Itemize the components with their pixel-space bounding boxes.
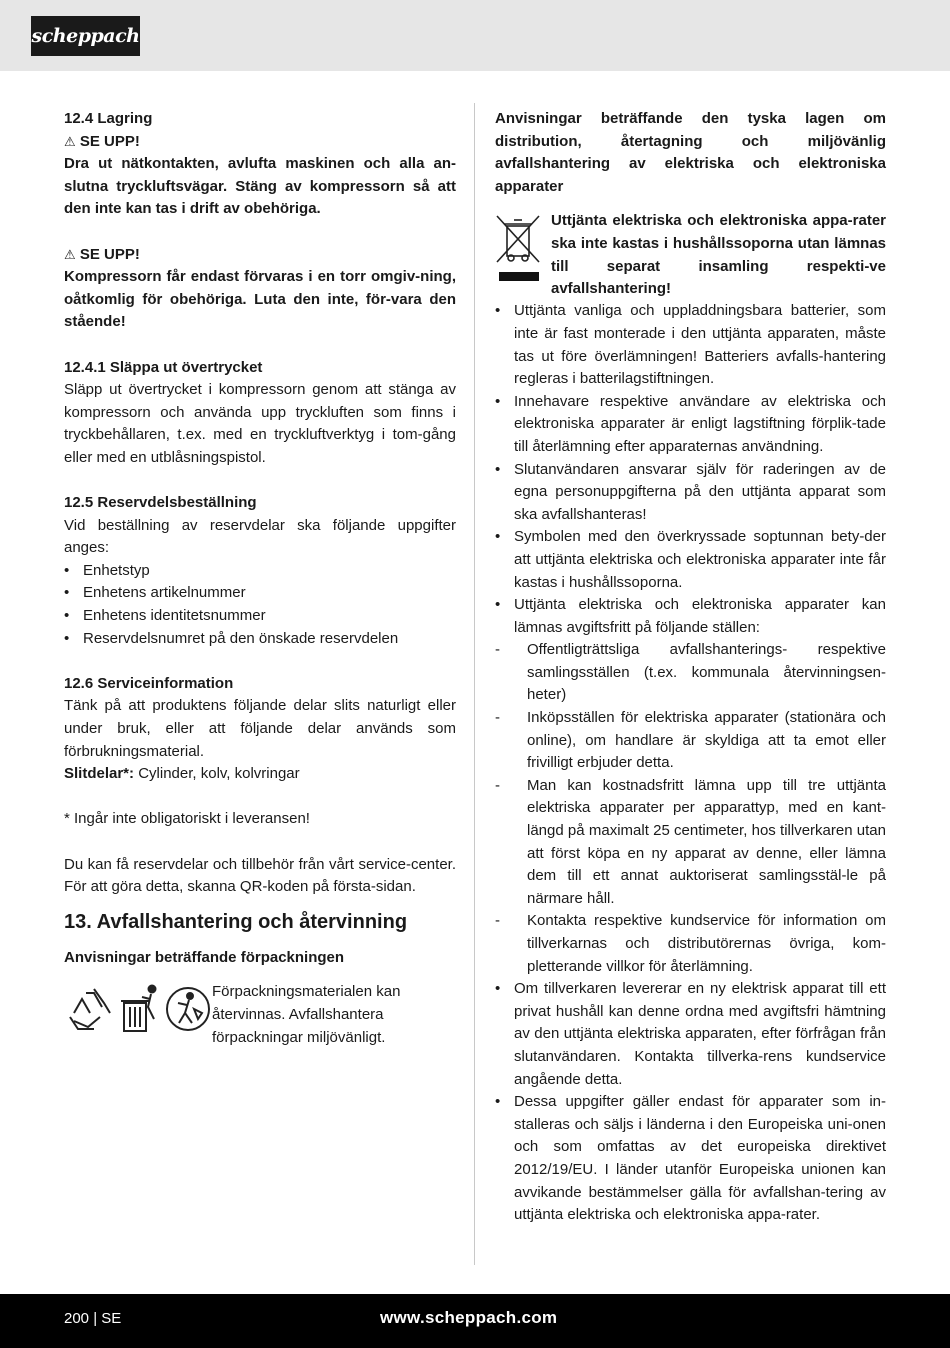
right-column bbox=[495, 108, 886, 1227]
footnote: * Ingår inte obligatoriskt i leveransen! bbox=[64, 810, 310, 828]
list-item: • Enhetens artikelnummer bbox=[64, 584, 246, 602]
packaging-notice bbox=[64, 981, 456, 1051]
list-item: - Kontakta respektive kundservice för information om tillverkarnas och distributörernas övriga, kom-pletterande villkor för återlämning. bbox=[495, 912, 886, 975]
left-column bbox=[64, 108, 456, 1051]
section-12-4-1-title: 12.4.1 Släppa ut övertrycket bbox=[64, 358, 263, 376]
warning-1 bbox=[64, 131, 456, 154]
page-footer bbox=[0, 1294, 950, 1348]
bin-icon bbox=[121, 986, 156, 1032]
list-item: • Uttjänta vanliga och uppladdningsbara batterier, som inte är fast monterade i den uttjänta apparaten, måste tas ut före överlämningen! Batteriers avfalls-hantering regleras i batterilagstiftningen. bbox=[495, 302, 886, 388]
section-12-4-title: 12.4 Lagring bbox=[64, 110, 153, 127]
section-12-4-1-text: Släpp ut övertrycket i kompressorn genom att stänga av kompressorn och använda upp tryckluften som finns i tryckbehållaren, t.ex. med en tryckluftverktyg i tom-gång eller med en utblåsningspistol. bbox=[64, 381, 456, 466]
packaging-title: Anvisningar beträffande förpackningen bbox=[64, 948, 345, 966]
section-13-title: 13. Avfallshantering och återvinning bbox=[64, 910, 408, 933]
weee-intro: Anvisningar beträffande den tyska lagen om distribution, återtagning och miljövänlig avfallshantering av elektriska och elektroniska apparater bbox=[495, 110, 886, 195]
list-item: • Dessa uppgifter gäller endast för apparater som in-stalleras och säljs i länderna i den Europeiska uni-onen och som omfattas av det europeiska direktivet 2012/19/EU. I länder utanför Europeiska unionen kan avvikande bestämmelser gälla för avfallshan-tering av uttjänta elektriska och elektroniska appa-rater. bbox=[495, 1093, 886, 1224]
warning-2 bbox=[64, 244, 456, 267]
list-item: - Offentligträttsliga avfallshanterings- respektive samlingsställen (t.ex. kommunala återvinningsen-heter) bbox=[495, 641, 886, 704]
page-number: 200 | SE bbox=[64, 1310, 122, 1327]
page-header bbox=[0, 0, 950, 71]
weee-notice bbox=[495, 210, 886, 300]
column-divider bbox=[474, 103, 475, 1265]
list-item: • Uttjänta elektriska och elektroniska apparater kan lämnas avgiftsfritt på följande ställen: bbox=[495, 596, 886, 636]
recycling-icons bbox=[64, 983, 212, 1035]
crossed-bin-icon bbox=[495, 212, 543, 284]
spare-parts-text: Du kan få reservdelar och tillbehör från vårt service-center. För att göra detta, skanna QR-koden på första-sidan. bbox=[64, 855, 456, 896]
scheppach-logo: scheppach bbox=[31, 16, 140, 56]
website-link[interactable]: www.scheppach.com bbox=[380, 1308, 558, 1327]
section-12-5-title: 12.5 Reservdelsbeställning bbox=[64, 494, 257, 512]
list-item: • Symbolen med den överkryssade soptunnan bety-der att uttjänta elektriska och elektroniska apparater inte får kastas i hushållssoporna. bbox=[495, 528, 886, 591]
list-item: • Innehavare respektive användare av elektriska och elektroniska apparater är enligt lagstiftning förplik-tade till återlämning efter apparaternas användning. bbox=[495, 392, 886, 455]
list-item: • Reservdelsnumret på den önskade reservdelen bbox=[64, 629, 399, 647]
wear-parts: Slitdelar*: Cylinder, kolv, kolvringar bbox=[64, 765, 300, 783]
tidyman-icon bbox=[167, 988, 209, 1030]
warning-2-text: Kompressorn får endast förvaras i en torr omgiv-ning, oåtkomlig för obehöriga. Luta den inte, för-vara den stående! bbox=[64, 268, 456, 331]
section-12-6-title: 12.6 Serviceinformation bbox=[64, 674, 234, 692]
list-item: - Inköpsställen för elektriska apparater (stationära och online), om handlare är skyldiga att ta emot eller frivilligt erbjuder detta. bbox=[495, 709, 886, 772]
list-item: • Enhetens identitetsnummer bbox=[64, 607, 266, 625]
section-12-6-text: Tänk på att produktens följande delar slits naturligt eller under bruk, eller att följande delar används som förbrukningsmaterial. bbox=[64, 697, 456, 760]
warning-icon: ⚠ bbox=[64, 133, 76, 149]
recycle-icon bbox=[70, 989, 110, 1029]
list-item: • Enhetstyp bbox=[64, 561, 150, 579]
warning-1-text: Dra ut nätkontakten, avlufta maskinen och alla an-slutna tryckluftsvägar. Stäng av kompressorn så att den inte kan tas i drift av obehöriga. bbox=[64, 155, 456, 218]
warning-icon: ⚠ bbox=[64, 246, 76, 262]
list-item: - Man kan kostnadsfritt lämna upp till tre uttjänta elektriska apparater per apparattyp, med en kant-längd på maximalt 25 centimeter, hos tillverkaren utan att först köpa en ny apparat av denne, eller lämna dem till ett annat auktoriserat samlingsstäl-le på närmare håll. bbox=[495, 776, 886, 907]
packaging-text: Förpackningsmaterialen kan återvinnas. Avfallshantera förpackningar miljövänligt. bbox=[212, 983, 401, 1046]
section-12-5-text: Vid beställning av reservdelar ska följande uppgifter anges: bbox=[64, 516, 456, 557]
weee-text: Uttjänta elektriska och elektroniska appa-rater ska inte kastas i hushållssoporna utan lämnas till separat insamling respekti-ve avfallshantering! bbox=[551, 212, 886, 298]
warning-1-label: SE UPP! bbox=[79, 132, 140, 150]
list-item: • Slutanvändaren ansvarar själv för raderingen av de egna personuppgifterna på den uttjänta apparat som ska avfallshanteras! bbox=[495, 460, 886, 523]
list-item: • Om tillverkaren levererar en ny elektrisk apparat till ett privat hushåll kan denne ordna med avgiftsfri hämtning av den uttjänta elektriska apparaten, efter förfrågan från slutanvändaren. Kontakta tillverka-rens kundservice angående detta. bbox=[495, 980, 886, 1088]
warning-2-label: SE UPP! bbox=[79, 245, 140, 263]
